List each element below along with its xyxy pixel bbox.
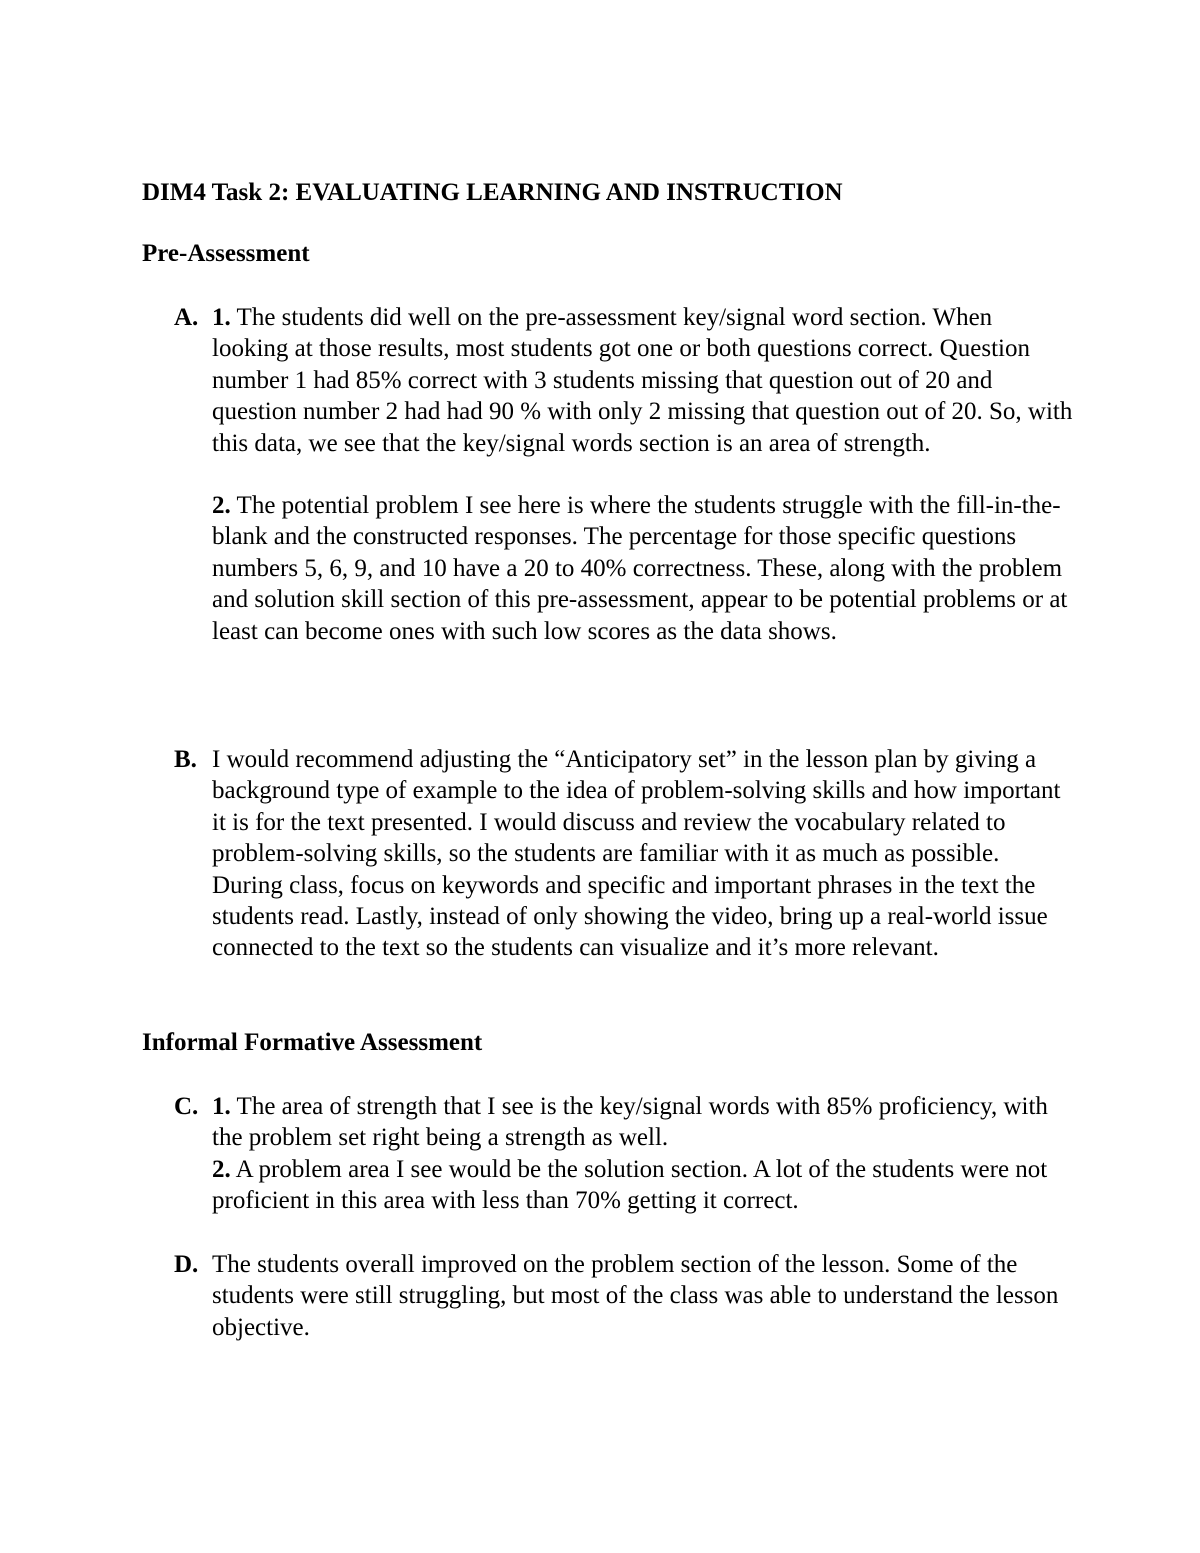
item-a-p1-text: The students did well on the pre-assessment key/signal word section. When looking at those results, most students got one or both questions correct. Question number 1 had 85% correct with 3 students missing that question out of 20 and question number 2 had had 90 % with only 2 missing that question out of 20. So, with this data, we see that the key/signal words section is an area of strength. xyxy=(212,304,1073,457)
item-b xyxy=(174,744,1074,964)
item-a-marker: A. xyxy=(174,304,199,331)
item-c-p2-number: 2. xyxy=(212,1155,231,1183)
item-c xyxy=(174,1091,1074,1217)
item-b-marker: B. xyxy=(174,746,197,773)
item-b-text: I would recommend adjusting the “Anticipatory set” in the lesson plan by giving a background type of example to the idea of problem-solving skills and how important it is for the text presented. I would discuss and review the vocabulary related to problem-solving skills, so the students are familiar with it as much as possible. During class, focus on keywords and specific and important phrases in the text the students read. Lastly, instead of only showing the video, bring up a real-world issue connected to the text so the students can visualize and it’s more relevant. xyxy=(212,746,1061,962)
item-d-text: The students overall improved on the problem section of the lesson. Some of the students were still struggling, but most of the class was able to understand the lesson objective. xyxy=(212,1251,1059,1341)
item-d-marker: D. xyxy=(174,1251,199,1278)
item-a-p2-number: 2. xyxy=(212,492,231,520)
item-a-paragraph-2 xyxy=(212,490,1074,647)
item-c-p2-text: A problem area I see would be the solution section. A lot of the students were not proficient in this area with less than 70% getting it correct. xyxy=(212,1155,1048,1215)
item-c-paragraph-2 xyxy=(212,1154,1074,1217)
item-c-p1-text: The area of strength that I see is the key/signal words with 85% proficiency, with the problem set right being a strength as well. xyxy=(212,1093,1048,1152)
item-c-paragraph-1 xyxy=(212,1091,1074,1154)
item-a xyxy=(174,302,1074,647)
item-c-marker: C. xyxy=(174,1093,199,1120)
item-a-p1-number: 1. xyxy=(212,304,231,331)
item-a-p2-text: The potential problem I see here is where the students struggle with the fill-in-the-blank and the constructed responses. The percentage for those specific questions numbers 5, 6, 9, and 10 have a 20 to 40% correctness. These, along with the problem and solution skill section of this pre-assessment, appear to be potential problems or at least can become ones with such low scores as the data shows. xyxy=(212,492,1068,645)
item-d xyxy=(174,1249,1074,1343)
section-heading-informal-formative: Informal Formative Assessment xyxy=(142,1029,483,1056)
section-heading-pre-assessment: Pre-Assessment xyxy=(142,240,310,267)
item-a-paragraph-1 xyxy=(212,302,1074,459)
document-title: DIM4 Task 2: EVALUATING LEARNING AND INSTRUCTION xyxy=(142,179,843,206)
item-c-p1-number: 1. xyxy=(212,1093,231,1120)
